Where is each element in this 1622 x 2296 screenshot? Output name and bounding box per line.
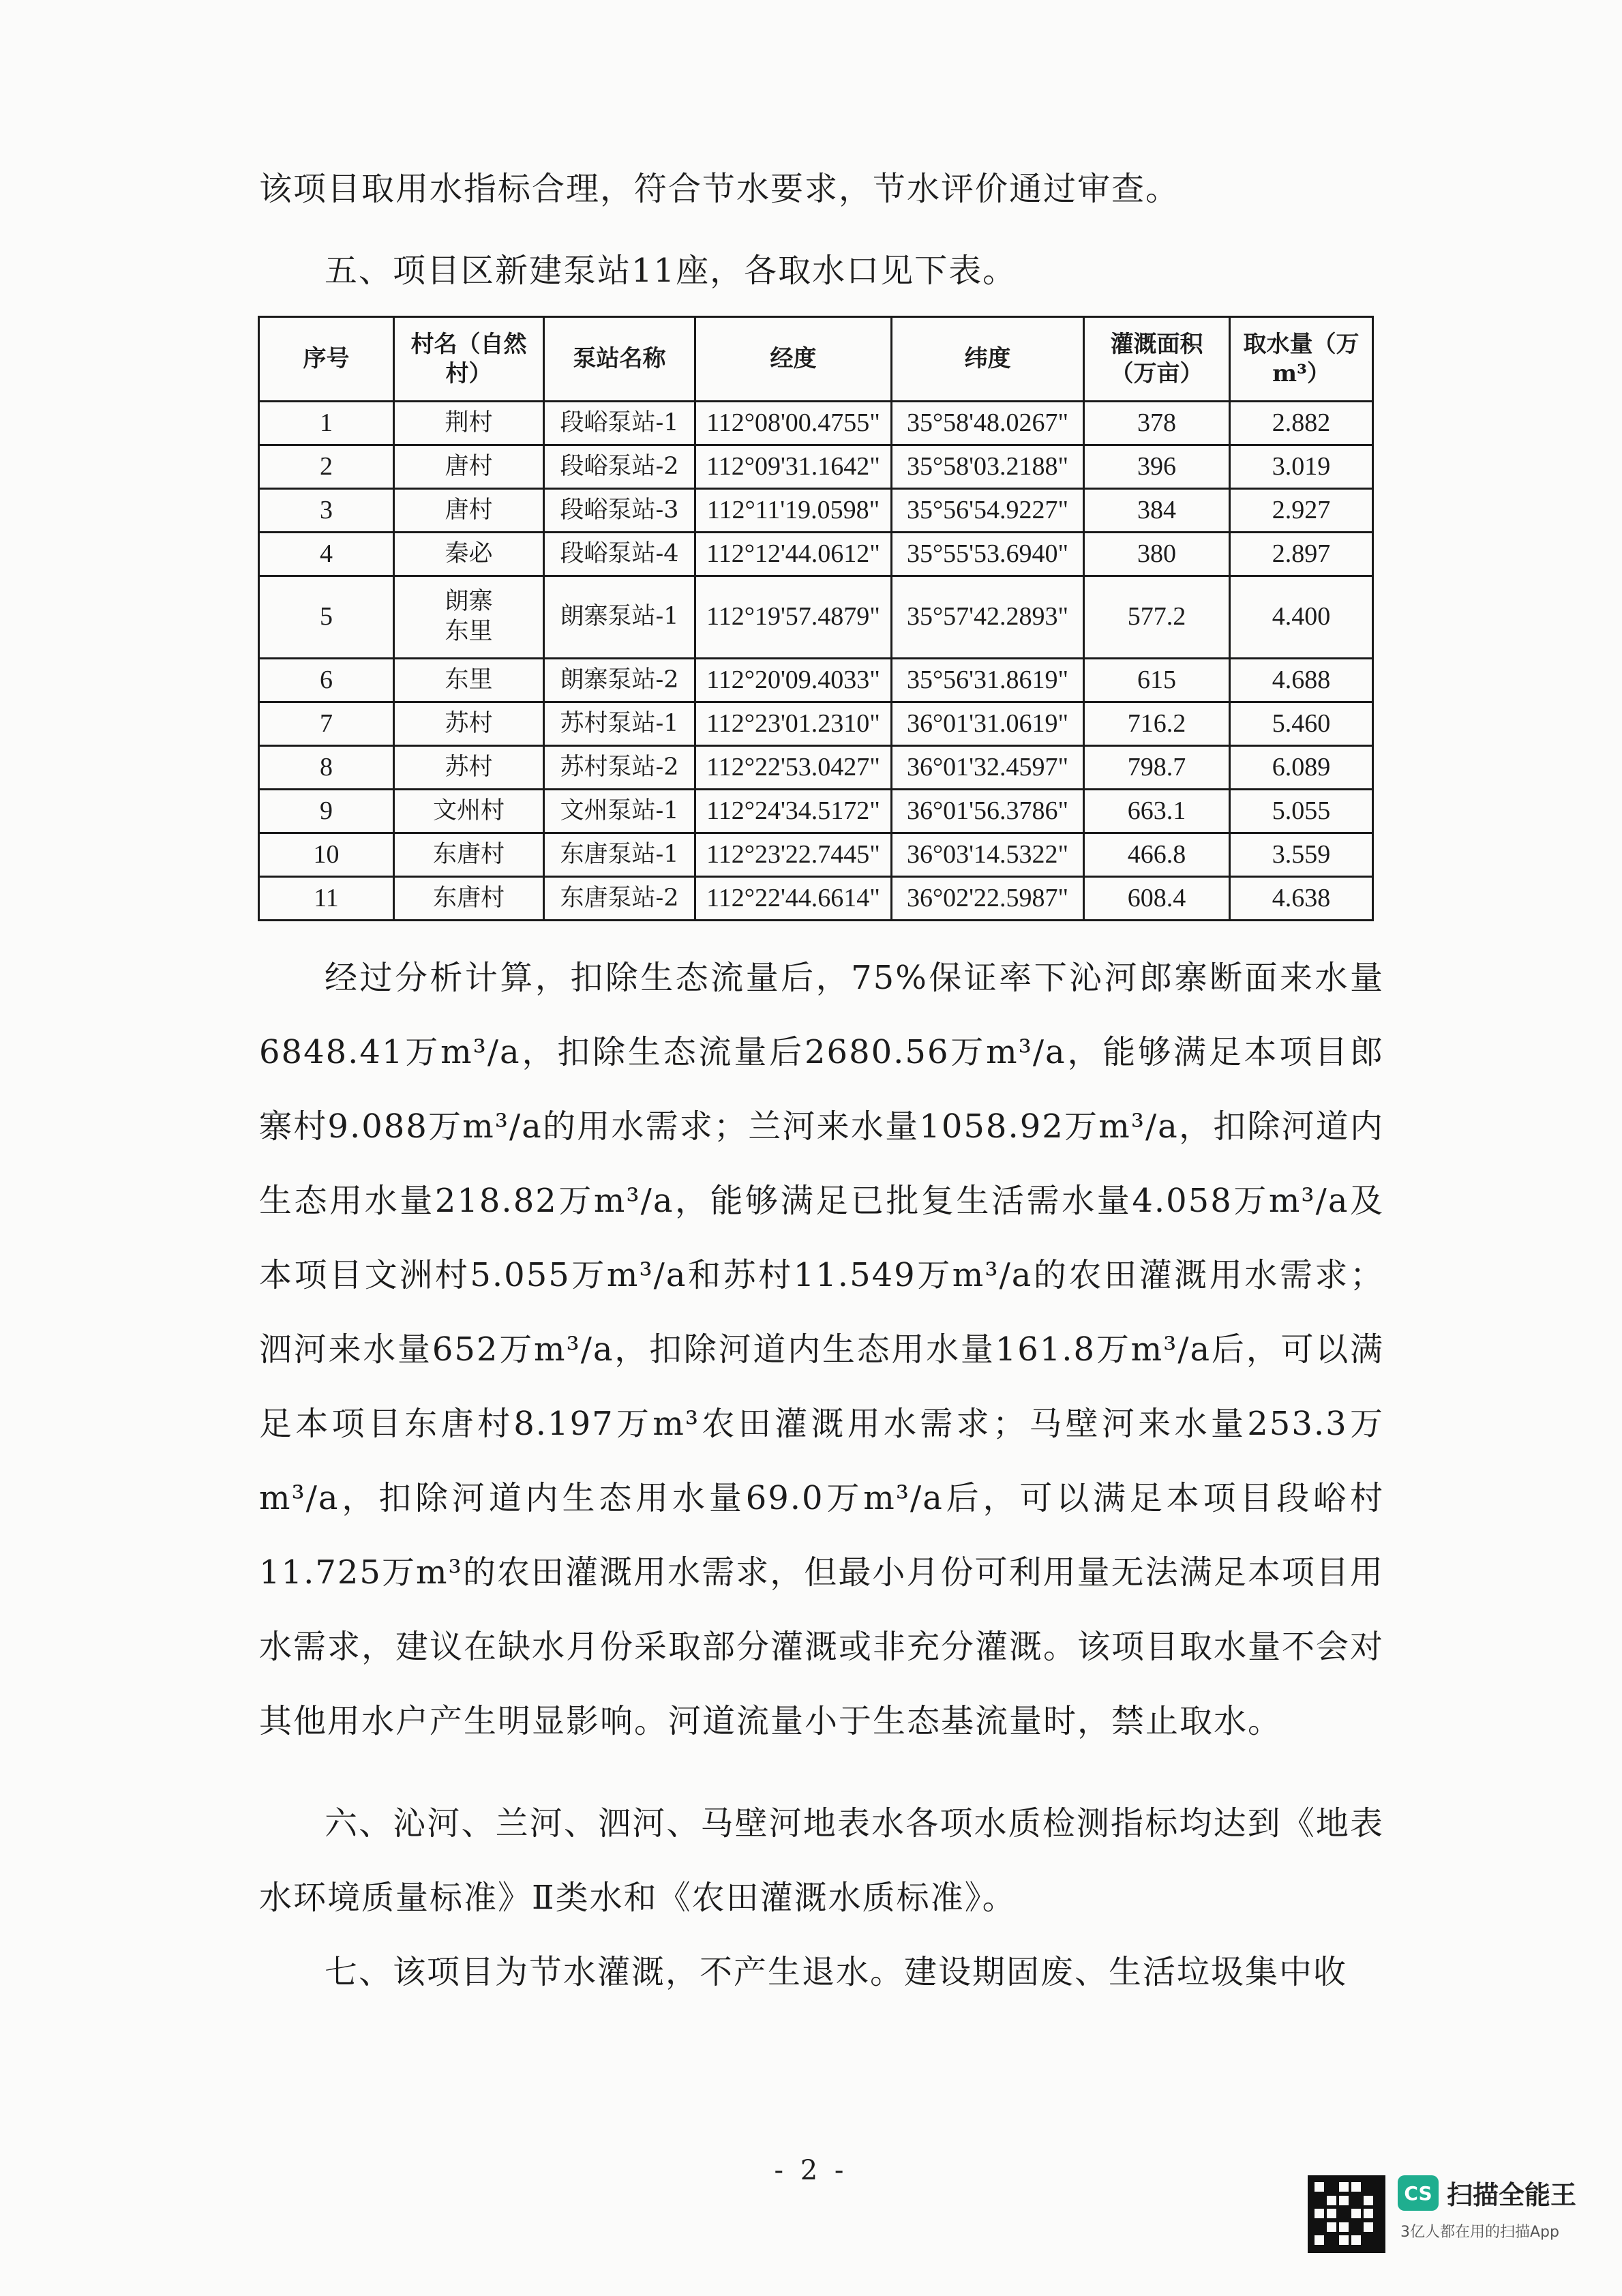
cell-withdrawal: 2.927 xyxy=(1230,489,1373,533)
cell-latitude: 36°01'56.3786" xyxy=(892,790,1084,833)
section-6-paragraph: 六、沁河、兰河、泗河、马壁河地表水各项水质检测指标均达到《地表水环境质量标准》Ⅱ类水和《农田灌溉水质标准》。 xyxy=(259,1804,1384,1917)
cell-longitude: 112°08'00.4755" xyxy=(695,402,892,445)
cell-latitude: 35°58'03.2188" xyxy=(892,445,1084,489)
cell-station: 段峪泵站-4 xyxy=(544,533,695,576)
cell-withdrawal: 4.400 xyxy=(1230,576,1373,659)
table-row xyxy=(259,445,1373,489)
table-row xyxy=(259,533,1373,576)
intro-paragraph: 该项目取用水指标合理，符合节水要求，节水评价通过审查。 xyxy=(259,170,1180,208)
cell-latitude: 35°58'48.0267" xyxy=(892,402,1084,445)
cell-village: 苏村 xyxy=(394,746,544,790)
cell-station: 朗寨泵站-2 xyxy=(544,659,695,702)
table-row xyxy=(259,659,1373,702)
cell-area: 608.4 xyxy=(1084,877,1230,921)
header-withdrawal: 取水量（万 m³） xyxy=(1230,317,1373,402)
cell-longitude: 112°23'22.7445" xyxy=(695,833,892,877)
cell-index: 3 xyxy=(259,489,394,533)
cell-station: 东唐泵站-1 xyxy=(544,833,695,877)
table-row xyxy=(259,489,1373,533)
cell-withdrawal: 6.089 xyxy=(1230,746,1373,790)
analysis-paragraph: 经过分析计算，扣除生态流量后，75%保证率下沁河郎寨断面来水量6848.41万m³/a，扣除生态流量后2680.56万m³/a，能够满足本项目郎寨村9.088万m³/a的用水需求；兰河来水量1058.92万m³/a，扣除河道内生态用水量218.82万m³/a，能够满足已批复生活需水量4.058万m³/a及本项目文洲村5.055万m³/a和苏村11.549万m³/a的农田灌溉用水需求；泗河来水量652万m³/a，扣除河道内生态用水量161.8万m³/a后，可以满足本项目东唐村8.197万m³农田灌溉用水需求；马壁河来水量253.3万m³/a，扣除河道内生态用水量69.0万m³/a后，可以满足本项目段峪村11.725万m³的农田灌溉用水需求，但最小月份可利用量无法满足本项目用水需求，建议在缺水月份采取部分灌溉或非充分灌溉。该项目取水量不会对其他用水户产生明显影响。河道流量小于生态基流量时，禁止取水。 xyxy=(259,959,1385,1740)
cell-area: 396 xyxy=(1084,445,1230,489)
cell-area: 378 xyxy=(1084,402,1230,445)
header-longitude: 经度 xyxy=(695,317,892,402)
table-row xyxy=(259,833,1373,877)
header-index: 序号 xyxy=(259,317,394,402)
cell-longitude: 112°09'31.1642" xyxy=(695,445,892,489)
table-row xyxy=(259,746,1373,790)
cell-index: 1 xyxy=(259,402,394,445)
cell-latitude: 35°55'53.6940" xyxy=(892,533,1084,576)
table-row xyxy=(259,702,1373,746)
cell-index: 6 xyxy=(259,659,394,702)
cell-village: 秦必 xyxy=(394,533,544,576)
table-header-row xyxy=(259,317,1373,402)
cell-withdrawal: 5.460 xyxy=(1230,702,1373,746)
cell-longitude: 112°12'44.0612" xyxy=(695,533,892,576)
cell-area: 577.2 xyxy=(1084,576,1230,659)
cell-withdrawal: 4.688 xyxy=(1230,659,1373,702)
cell-longitude: 112°22'53.0427" xyxy=(695,746,892,790)
cell-village: 东唐村 xyxy=(394,833,544,877)
cell-longitude: 112°22'44.6614" xyxy=(695,877,892,921)
cell-station: 苏村泵站-2 xyxy=(544,746,695,790)
cell-longitude: 112°11'19.0598" xyxy=(695,489,892,533)
camscanner-name: 扫描全能王 xyxy=(1447,2180,1577,2210)
cell-latitude: 36°02'22.5987" xyxy=(892,877,1084,921)
cell-longitude: 112°23'01.2310" xyxy=(695,702,892,746)
camscanner-slogan: 3亿人都在用的扫描App xyxy=(1400,2224,1559,2241)
cell-station: 朗寨泵站-1 xyxy=(544,576,695,659)
cell-station: 文州泵站-1 xyxy=(544,790,695,833)
cell-village: 东里 xyxy=(394,659,544,702)
header-village: 村名（自然村） xyxy=(394,317,544,402)
cell-area: 380 xyxy=(1084,533,1230,576)
header-latitude: 纬度 xyxy=(892,317,1084,402)
camscanner-logo-icon: CS xyxy=(1398,2175,1439,2211)
cell-area: 663.1 xyxy=(1084,790,1230,833)
table-row xyxy=(259,790,1373,833)
cell-longitude: 112°24'34.5172" xyxy=(695,790,892,833)
cell-village: 唐村 xyxy=(394,445,544,489)
cell-latitude: 35°56'31.8619" xyxy=(892,659,1084,702)
cell-station: 段峪泵站-1 xyxy=(544,402,695,445)
cell-withdrawal: 5.055 xyxy=(1230,790,1373,833)
cell-withdrawal: 3.019 xyxy=(1230,445,1373,489)
section-5-heading: 五、项目区新建泵站11座，各取水口见下表。 xyxy=(325,252,1017,290)
header-station: 泵站名称 xyxy=(544,317,695,402)
cell-index: 8 xyxy=(259,746,394,790)
table-row xyxy=(259,402,1373,445)
cell-latitude: 35°56'54.9227" xyxy=(892,489,1084,533)
page-number: - 2 - xyxy=(774,2155,848,2186)
cell-area: 798.7 xyxy=(1084,746,1230,790)
cell-village: 唐村 xyxy=(394,489,544,533)
cell-index: 7 xyxy=(259,702,394,746)
cell-village: 朗寨东里 xyxy=(394,576,544,659)
cell-index: 10 xyxy=(259,833,394,877)
cell-village: 文州村 xyxy=(394,790,544,833)
cell-withdrawal: 2.882 xyxy=(1230,402,1373,445)
cell-withdrawal: 3.559 xyxy=(1230,833,1373,877)
cell-village: 东唐村 xyxy=(394,877,544,921)
cell-index: 4 xyxy=(259,533,394,576)
qr-code-icon xyxy=(1308,2175,1385,2253)
cell-village: 荆村 xyxy=(394,402,544,445)
cell-withdrawal: 2.897 xyxy=(1230,533,1373,576)
cell-station: 段峪泵站-2 xyxy=(544,445,695,489)
cell-area: 615 xyxy=(1084,659,1230,702)
cell-area: 466.8 xyxy=(1084,833,1230,877)
cell-station: 段峪泵站-3 xyxy=(544,489,695,533)
table-row xyxy=(259,877,1373,921)
cell-index: 11 xyxy=(259,877,394,921)
cell-area: 384 xyxy=(1084,489,1230,533)
cell-longitude: 112°19'57.4879" xyxy=(695,576,892,659)
cell-index: 2 xyxy=(259,445,394,489)
cell-station: 苏村泵站-1 xyxy=(544,702,695,746)
cell-latitude: 36°01'31.0619" xyxy=(892,702,1084,746)
cell-index: 5 xyxy=(259,576,394,659)
cell-village: 苏村 xyxy=(394,702,544,746)
cell-longitude: 112°20'09.4033" xyxy=(695,659,892,702)
section-7-paragraph: 七、该项目为节水灌溉，不产生退水。建设期固废、生活垃圾集中收 xyxy=(325,1953,1348,1991)
cell-station: 东唐泵站-2 xyxy=(544,877,695,921)
cell-area: 716.2 xyxy=(1084,702,1230,746)
header-area: 灌溉面积（万亩） xyxy=(1084,317,1230,402)
table-row xyxy=(259,576,1373,659)
cell-index: 9 xyxy=(259,790,394,833)
cell-latitude: 36°01'32.4597" xyxy=(892,746,1084,790)
cell-latitude: 36°03'14.5322" xyxy=(892,833,1084,877)
cell-withdrawal: 4.638 xyxy=(1230,877,1373,921)
cell-latitude: 35°57'42.2893" xyxy=(892,576,1084,659)
pump-station-table xyxy=(258,316,1374,921)
